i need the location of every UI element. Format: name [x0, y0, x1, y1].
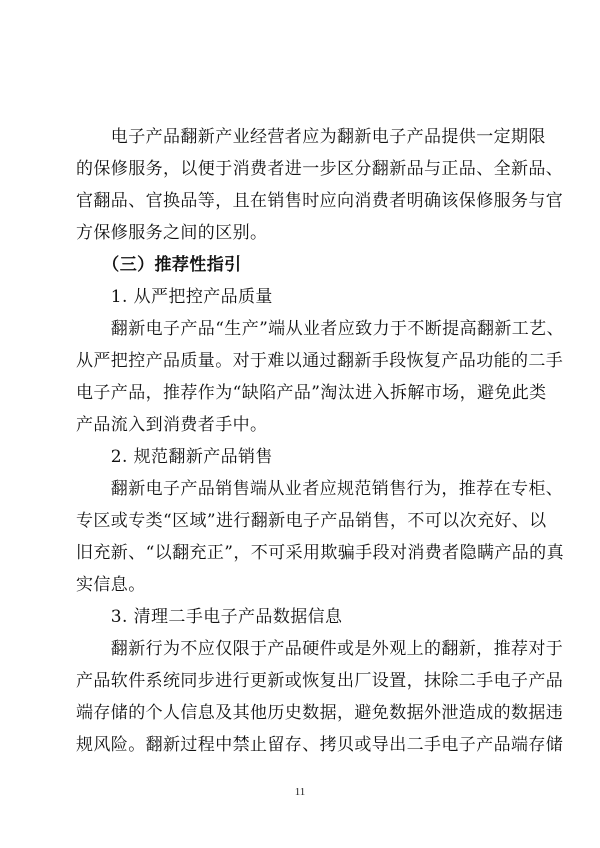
paragraph-line: 官翻品、官换品等，且在销售时应向消费者明确该保修服务与官: [76, 191, 564, 211]
subsection-heading: 1. 从严把控产品质量: [76, 287, 273, 307]
paragraph-line: 规风险。翻新过程中禁止留存、拷贝或导出二手电子产品端存储: [76, 735, 564, 755]
subsection-heading: 3. 清理二手电子产品数据信息: [76, 607, 343, 627]
paragraph-line: 专区或专类“区域”进行翻新电子产品销售，不可以次充好、以: [76, 511, 547, 531]
paragraph-line: 方保修服务之间的区别。: [76, 223, 268, 243]
paragraph-line: 产品软件系统同步进行更新或恢复出厂设置，抹除二手电子产品: [76, 671, 564, 691]
paragraph-line: 翻新行为不应仅限于产品硬件或是外观上的翻新，推荐对于: [76, 639, 564, 659]
paragraph-line: 产品流入到消费者手中。: [76, 415, 268, 435]
paragraph-line: 实信息。: [76, 575, 146, 595]
page-number: 11: [294, 786, 306, 798]
paragraph-line: 翻新电子产品“生产”端从业者应致力于不断提高翻新工艺、: [76, 319, 564, 339]
section-heading: （三）推荐性指引: [76, 255, 242, 275]
paragraph-line: 端存储的个人信息及其他历史数据，避免数据外泄造成的数据违: [76, 703, 564, 723]
paragraph-line: 从严把控产品质量。对于难以通过翻新手段恢复产品功能的二手: [76, 351, 564, 371]
paragraph-line: 翻新电子产品销售端从业者应规范销售行为，推荐在专柜、: [76, 479, 564, 499]
subsection-heading: 2. 规范翻新产品销售: [76, 447, 273, 467]
paragraph-line: 旧充新、“以翻充正”，不可采用欺骗手段对消费者隐瞒产品的真: [76, 543, 564, 563]
paragraph-line: 电子产品，推荐作为“缺陷产品”淘汰进入拆解市场，避免此类: [76, 383, 547, 403]
paragraph-line: 电子产品翻新产业经营者应为翻新电子产品提供一定期限: [76, 127, 546, 147]
paragraph-line: 的保修服务，以便于消费者进一步区分翻新品与正品、全新品、: [76, 159, 564, 179]
